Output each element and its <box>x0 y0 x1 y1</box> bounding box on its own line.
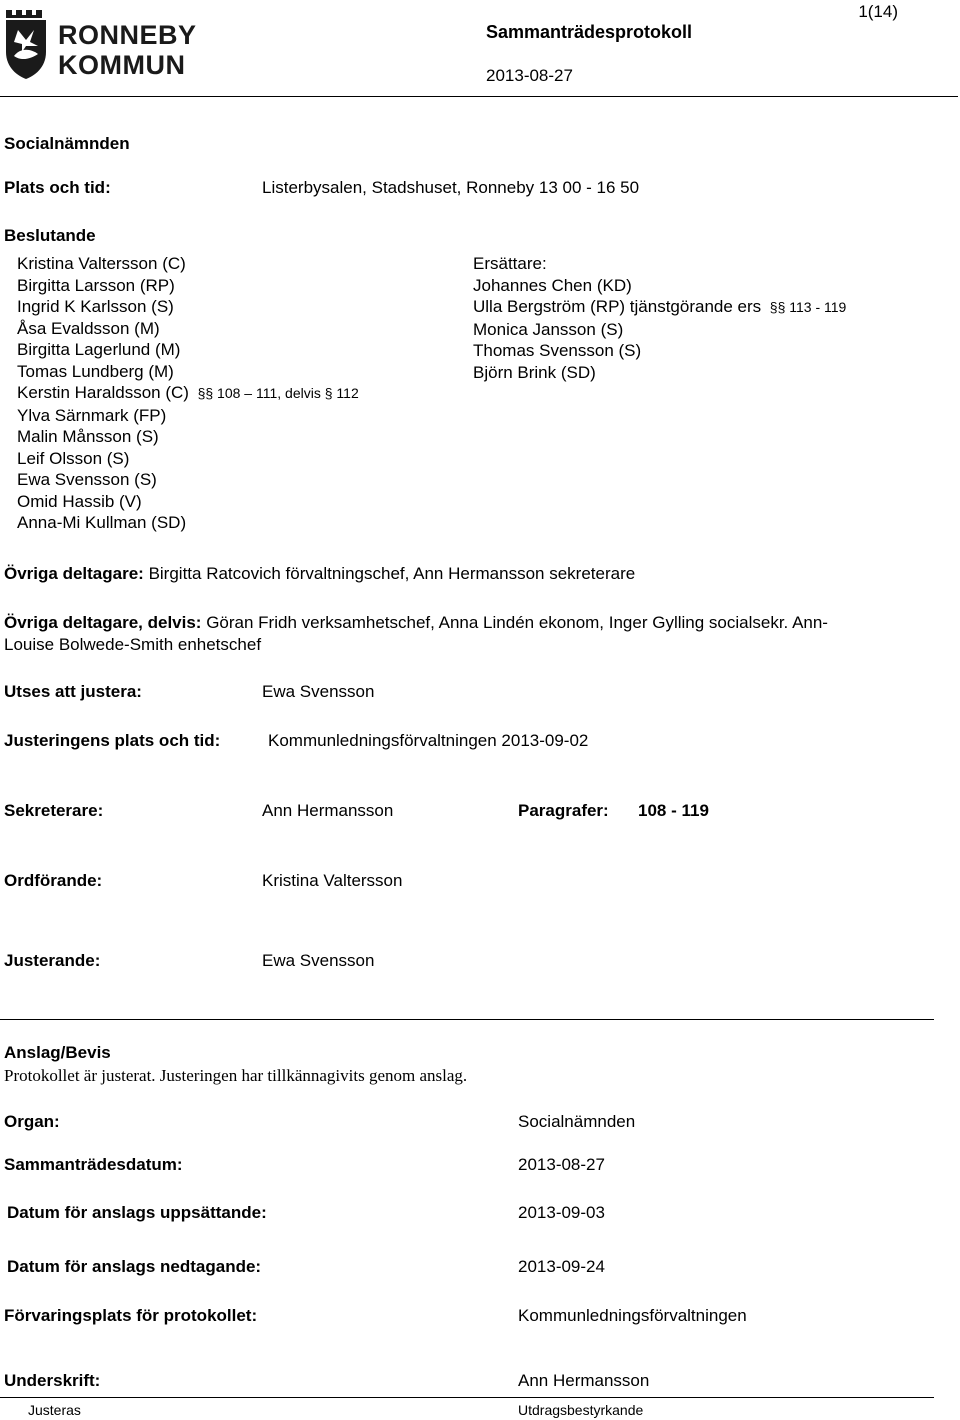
member: Anna-Mi Kullman (SD) <box>17 513 187 532</box>
sammantradesdatum-value: 2013-08-27 <box>518 1155 605 1174</box>
ovriga-delvis-value-1: Göran Fridh verksamhetschef, Anna Lindén ekonom, Inger Gylling socialsekr. Ann- <box>206 613 828 632</box>
nedtagande-label: Datum för anslags nedtagande: <box>7 1257 262 1276</box>
sammantradesdatum-label: Sammanträdesdatum: <box>4 1155 183 1174</box>
header-date: 2013-08-27 <box>486 66 573 85</box>
document-type: Sammanträdesprotokoll <box>486 22 693 42</box>
footer-justeras: Justeras <box>28 1402 81 1418</box>
logo-text-kommun: KOMMUN <box>58 50 186 80</box>
header-rule <box>0 96 958 97</box>
member: Ylva Särnmark (FP) <box>17 405 167 425</box>
forvaring-value: Kommunledningsförvaltningen <box>518 1306 747 1325</box>
ersattare-member: Johannes Chen (KD) <box>473 275 632 295</box>
ovriga-label: Övriga deltagare: <box>4 564 144 583</box>
ovriga-delvis-row <box>4 612 828 655</box>
ersattare-label: Ersättare: <box>473 254 547 273</box>
member: Ewa Svensson (S) <box>17 470 157 489</box>
plats-label: Plats och tid: <box>4 178 111 197</box>
member: Ingrid K Karlsson (S) <box>17 297 174 316</box>
anslag-text: Protokollet är justerat. Justeringen har tillkännagivits genom anslag. <box>4 1066 468 1085</box>
member: Malin Månsson (S) <box>17 427 159 446</box>
logo-text-ronneby: RONNEBY <box>58 20 197 50</box>
justeringens-label: Justeringens plats och tid: <box>4 731 221 750</box>
justerande-value: Ewa Svensson <box>262 951 375 970</box>
member: Tomas Lundberg (M) <box>17 361 174 381</box>
ordforande-label: Ordförande: <box>4 871 103 890</box>
ersattare-member: Monica Jansson (S) <box>473 319 624 339</box>
underskrift-value: Ann Hermansson <box>518 1371 650 1390</box>
member: Åsa Evaldsson (M) <box>17 318 160 338</box>
member-name: Kerstin Haraldsson (C) <box>17 383 189 402</box>
ovriga-row <box>4 564 635 584</box>
ersattare-list <box>473 253 846 383</box>
member: Omid Hassib (V) <box>17 491 142 511</box>
sekreterare-label: Sekreterare: <box>4 801 104 820</box>
member <box>17 382 359 405</box>
section-sign: §§ <box>193 385 218 401</box>
coat-of-arms-icon <box>4 8 48 80</box>
uppsattande-value: 2013-09-03 <box>518 1203 605 1222</box>
organ-label: Organ: <box>4 1112 60 1131</box>
justeringens-value: Kommunledningsförvaltningen 2013-09-02 <box>268 731 589 750</box>
anslag-rule <box>0 1019 934 1020</box>
member: Birgitta Larsson (RP) <box>17 275 175 295</box>
underskrift-label: Underskrift: <box>4 1371 101 1390</box>
anslag-heading: Anslag/Bevis <box>4 1043 111 1062</box>
ronneby-kommun-logo <box>4 6 210 82</box>
page-number: 1(14) <box>858 2 898 21</box>
member: Birgitta Lagerlund (M) <box>17 340 181 359</box>
beslutande-heading: Beslutande <box>4 226 96 245</box>
ersattare-note: 113 - 119 <box>789 299 847 315</box>
organ-value: Socialnämnden <box>518 1112 636 1131</box>
utses-label: Utses att justera: <box>4 682 142 701</box>
member: Kristina Valtersson (C) <box>17 254 186 273</box>
ovriga-delvis-value-2: Louise Bolwede-Smith enhetschef <box>4 634 262 654</box>
footer-rule <box>0 1397 934 1398</box>
justerande-label: Justerande: <box>4 951 101 970</box>
ordforande-value: Kristina Valtersson <box>262 871 403 890</box>
plats-value: Listerbysalen, Stadshuset, Ronneby 13 00 - 16 50 <box>262 178 640 197</box>
nedtagande-value: 2013-09-24 <box>518 1257 605 1276</box>
footer-utdragsbestyrkande: Utdragsbestyrkande <box>518 1402 644 1418</box>
member-note: 108 – 111, delvis <box>217 385 321 401</box>
sekreterare-value: Ann Hermansson <box>262 801 394 820</box>
ovriga-value: Birgitta Ratcovich förvaltningschef, Ann Hermansson sekreterare <box>148 564 636 583</box>
paragrafer-value: 108 - 119 <box>638 801 709 820</box>
ersattare-member: Thomas Svensson (S) <box>473 341 642 360</box>
section-sign: §§ <box>765 299 790 315</box>
uppsattande-label: Datum för anslags uppsättande: <box>7 1203 267 1222</box>
section-sign: § <box>320 385 337 401</box>
ersattare-member: Björn Brink (SD) <box>473 362 596 382</box>
member-note: 112 <box>336 385 359 401</box>
committee-name: Socialnämnden <box>4 134 130 153</box>
forvaring-label: Förvaringsplats för protokollet: <box>4 1306 258 1325</box>
paragrafer-label: Paragrafer: <box>518 801 609 820</box>
ersattare-name: Ulla Bergström (RP) tjänstgörande ers <box>473 297 762 316</box>
members-list <box>17 253 359 534</box>
ersattare-member <box>473 296 846 319</box>
ovriga-delvis-label: Övriga deltagare, delvis: <box>4 613 202 632</box>
member: Leif Olsson (S) <box>17 448 130 468</box>
utses-value: Ewa Svensson <box>262 682 375 701</box>
